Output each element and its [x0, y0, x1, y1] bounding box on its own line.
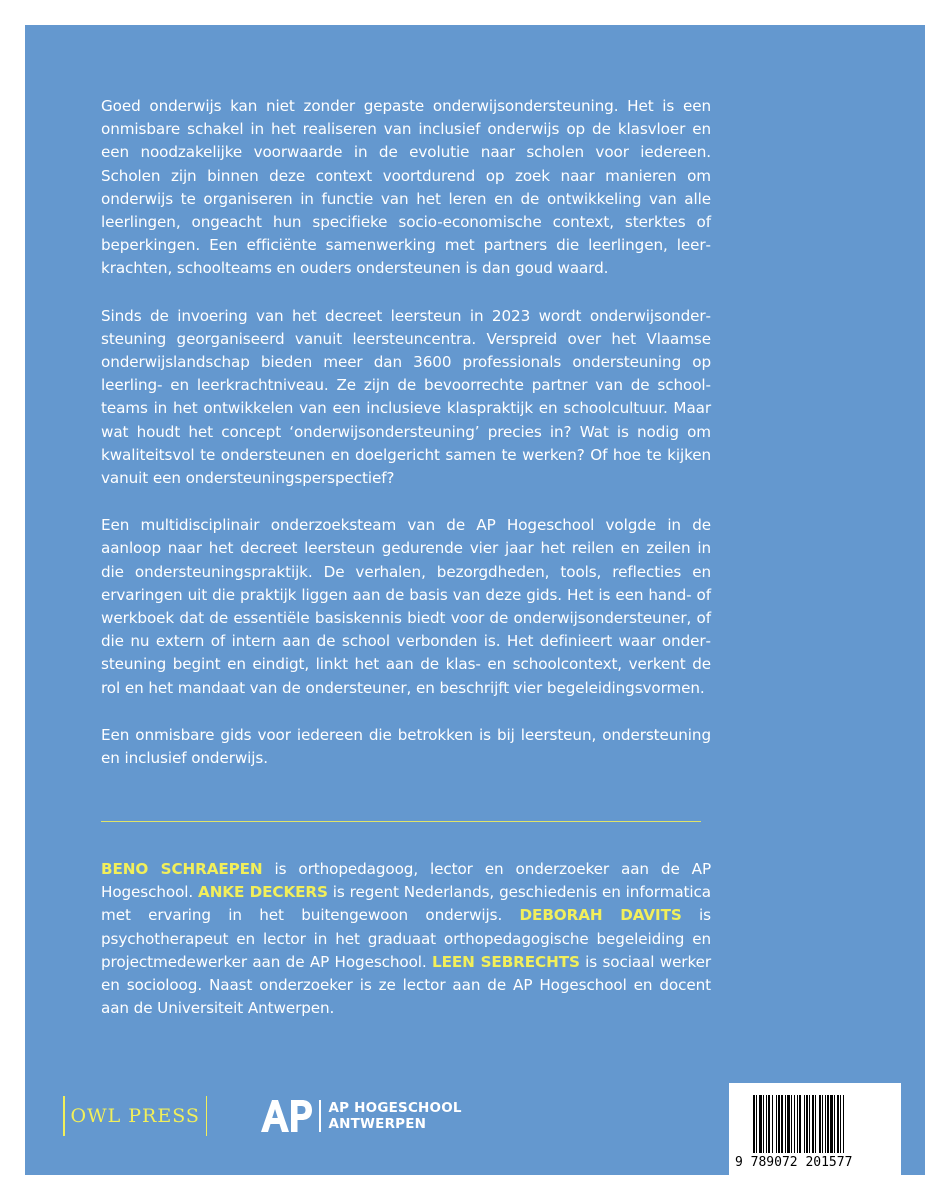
barcode-bar — [766, 1095, 767, 1153]
section-divider — [101, 821, 701, 822]
barcode-bar — [776, 1095, 777, 1153]
publisher-logo — [63, 1095, 207, 1137]
barcode-bar — [834, 1095, 835, 1153]
barcode-bar — [753, 1095, 755, 1153]
author-name: ANKE DECKERS — [198, 883, 328, 902]
barcode-bar — [822, 1095, 823, 1153]
blurb-paragraph-2: Sinds de invoering van het decreet leersteun in 2023 wordt onderwijsondersteuning georganiseerd vanuit leersteuncentra. Verspreid over het Vlaamse onderwijslandschap bieden meer dan 3600 professionals ondersteuning op leerling- en leerkrachtniveau. Ze zijn de bevoorrechte partner van de schoolteams in het ontwikkelen van een inclusieve klaspraktijk en schoolcultuur. Maar wat houdt het concept ‘onderwijsondersteuning’ precies in? Wat is nodig om kwaliteitsvol te ondersteunen en doelgericht samen te werken? Of hoe te kijken vanuit een ondersteuningsperspectief? — [101, 306, 711, 488]
barcode-bar — [794, 1095, 795, 1153]
institution-name-line-1: AP HOGESCHOOL — [328, 1100, 462, 1116]
author-name: LEEN SEBRECHTS — [432, 952, 580, 971]
barcode-bar — [797, 1095, 798, 1153]
barcode — [729, 1083, 901, 1175]
barcode-bar — [778, 1095, 780, 1153]
publisher-logo-bar-right — [206, 1096, 208, 1136]
barcode-bar — [804, 1095, 805, 1153]
barcode-bar — [837, 1095, 839, 1153]
barcode-bar — [785, 1095, 786, 1153]
barcode-bar — [809, 1095, 810, 1153]
author-bio-text: is sociaal werker en socioloog. Naast onderzoeker is ze lector aan de AP Hogeschool en docent aan de Universiteit Antwerpen. — [101, 952, 711, 1018]
barcode-bar — [763, 1095, 764, 1153]
barcode-bar — [799, 1095, 801, 1153]
institution-logo-divider — [319, 1100, 321, 1132]
barcode-bars — [753, 1095, 877, 1153]
author-bio-text: is psychotherapeut en lector in het graduaat orthopedagogische begeleiding en projectmedewerker aan de AP Hogeschool. — [101, 906, 711, 971]
blurb-paragraph-4: Een onmisbare gids voor iedereen die betrokken is bij leersteun, ondersteuning en inclusief onderwijs. — [101, 725, 711, 768]
back-cover — [25, 25, 925, 1175]
blurb — [101, 95, 711, 794]
author-name: BENO SCHRAEPEN — [101, 860, 263, 878]
barcode-bar — [781, 1095, 783, 1153]
barcode-bar — [791, 1095, 792, 1153]
author-bios — [101, 858, 711, 1020]
barcode-bar — [756, 1095, 757, 1153]
barcode-bar — [787, 1095, 790, 1153]
barcode-bar — [840, 1095, 841, 1153]
barcode-bar — [825, 1095, 826, 1153]
barcode-bar — [759, 1095, 762, 1153]
barcode-bar — [806, 1095, 808, 1153]
barcode-bar — [830, 1095, 833, 1153]
barcode-bar — [827, 1095, 829, 1153]
ap-logo-icon — [261, 1099, 313, 1133]
barcode-bar — [843, 1095, 844, 1153]
institution-logo — [261, 1099, 462, 1133]
blurb-paragraph-1: Goed onderwijs kan niet zonder gepaste onderwijsondersteuning. Het is een onmisbare schakel in het realiseren van inclusief onderwijs op de klasvloer en een noodzakelijke voorwaarde in de evolutie naar scholen voor iedereen. Scholen zijn binnen deze context voortdurend op zoek naar manieren om onderwijs te organiseren in functie van het leren en de ontwikkeling van alle leerlingen, ongeacht hun specifieke socio-economische context, sterktes of beperkingen. Een efficiënte samenwerking met partners die leerlingen, leerkrachten, schoolteams en ouders ondersteunen is dan goud waard. — [101, 97, 711, 278]
institution-name — [329, 1100, 462, 1132]
barcode-bar — [815, 1095, 816, 1153]
barcode-bar — [772, 1095, 773, 1153]
publisher-name: OWL PRESS — [70, 1105, 200, 1127]
author-bio-text: is regent Nederlands, geschiedenis en informatica met ervaring in het buitengewoon onderwijs. — [101, 883, 711, 925]
institution-name-line-2: ANTWERPEN — [328, 1116, 427, 1132]
isbn-number: 9 789072 201577 — [735, 1155, 853, 1170]
barcode-bar — [812, 1095, 814, 1153]
barcode-bar — [819, 1095, 821, 1153]
author-bio-text: is orthopedagoog, lector en onderzoeker aan de AP Hogeschool. — [101, 860, 712, 902]
author-name: DEBORAH DAVITS — [519, 906, 682, 925]
blurb-paragraph-3: Een multidisciplinair onderzoeksteam van de AP Hogeschool volgde in de aanloop naar het decreet leersteun gedurende vier jaar het reilen en zeilen in die ondersteuningspraktijk. De verhalen, bezorgdheden, tools, reflecties en ervaringen uit die praktijk liggen aan de basis van deze gids. Het is een hand- of werkboek dat de essentiële basiskennis biedt voor de onderwijsondersteuner, of die nu extern of intern aan de school verbonden is. Het definieert waar ondersteuning begint en eindigt, linkt het aan de klas- en schoolcontext, verkent de rol en het mandaat van de ondersteuner, en beschrijft vier begeleidingsvormen. — [101, 516, 711, 697]
barcode-bar — [768, 1095, 770, 1153]
